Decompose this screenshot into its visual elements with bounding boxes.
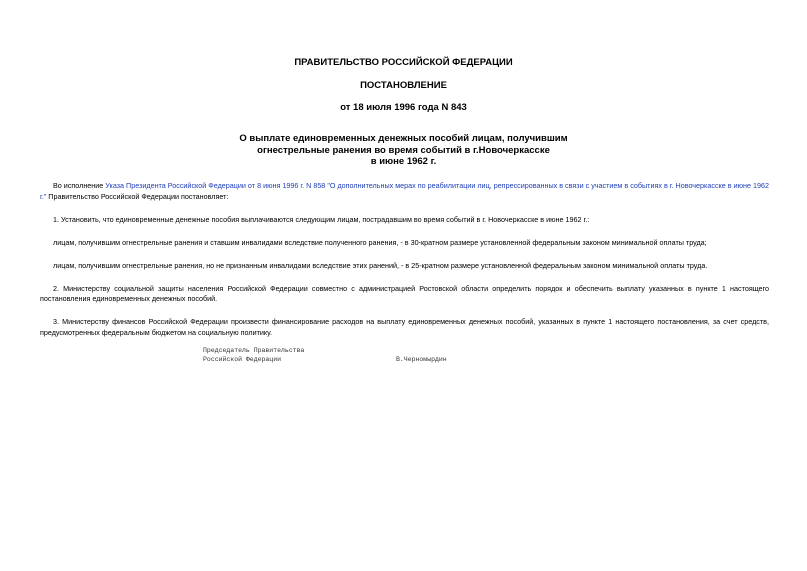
subject-line: огнестрельные ранения во время событий в г.Новочеркасске	[257, 144, 550, 156]
decree-link[interactable]: Указа Президента Российской Федерации от 8 июня 1996 г. N 858 "О дополнительных мерах по реабилитации лиц, репрессированных в связи с участием в событиях в г. Новочеркасске в июне 1962 г."	[40, 181, 769, 201]
document-date-number: от 18 июля 1996 года N 843	[340, 102, 467, 113]
intro-prefix: Во исполнение	[53, 181, 106, 190]
signatory-name: В.Черномырдин	[396, 355, 447, 363]
intro-suffix: Правительство Российской Федерации постановляет:	[46, 191, 229, 201]
issuing-authority: ПРАВИТЕЛЬСТВО РОССИЙСКОЙ ФЕДЕРАЦИИ	[294, 57, 513, 68]
subject-line: О выплате единовременных денежных пособий лицам, получившим	[239, 133, 568, 144]
subject-line: в июне 1962 г.	[370, 156, 437, 167]
clause-2: 2. Министерству социальной защиты населения Российской Федерации совместно с администрацией Ростовской области определить порядок и обеспечить выплату указанных в пункте 1 настоящего постановления единовременных денежных пособий.	[40, 283, 769, 303]
clause-1-item-a: лицам, получившим огнестрельные ранения и ставшим инвалидами вследствие полученного ранения, - в 30-кратном размере установленной федеральным законом минимальной оплаты труда;	[53, 237, 707, 247]
signatory-title-line: Российской Федерации	[203, 355, 282, 363]
clause-1: 1. Установить, что единовременные денежные пособия выплачиваются следующим лицам, пострадавшим во время событий в г. Новочеркасске в июне 1962 г.:	[53, 214, 590, 224]
document-type: ПОСТАНОВЛЕНИЕ	[360, 80, 447, 91]
document-body	[40, 181, 769, 351]
clause-1-item-b: лицам, получившим огнестрельные ранения, но не признанным инвалидами вследствие этих ранений, - в 25-кратном размере установленной федеральным законом минимальной оплаты труда.	[53, 260, 708, 270]
signatory-title	[203, 347, 304, 364]
intro-paragraph	[40, 181, 769, 202]
document-subject	[0, 133, 807, 168]
clause-3: 3. Министерству финансов Российской Федерации произвести финансирование расходов на выплату единовременных денежных пособий, указанных в пункте 1 настоящего постановления, за счет средств, предусмотренных федеральным бюджетом на социальную политику.	[40, 317, 769, 337]
signatory-title-line: Председатель Правительства	[203, 347, 305, 354]
